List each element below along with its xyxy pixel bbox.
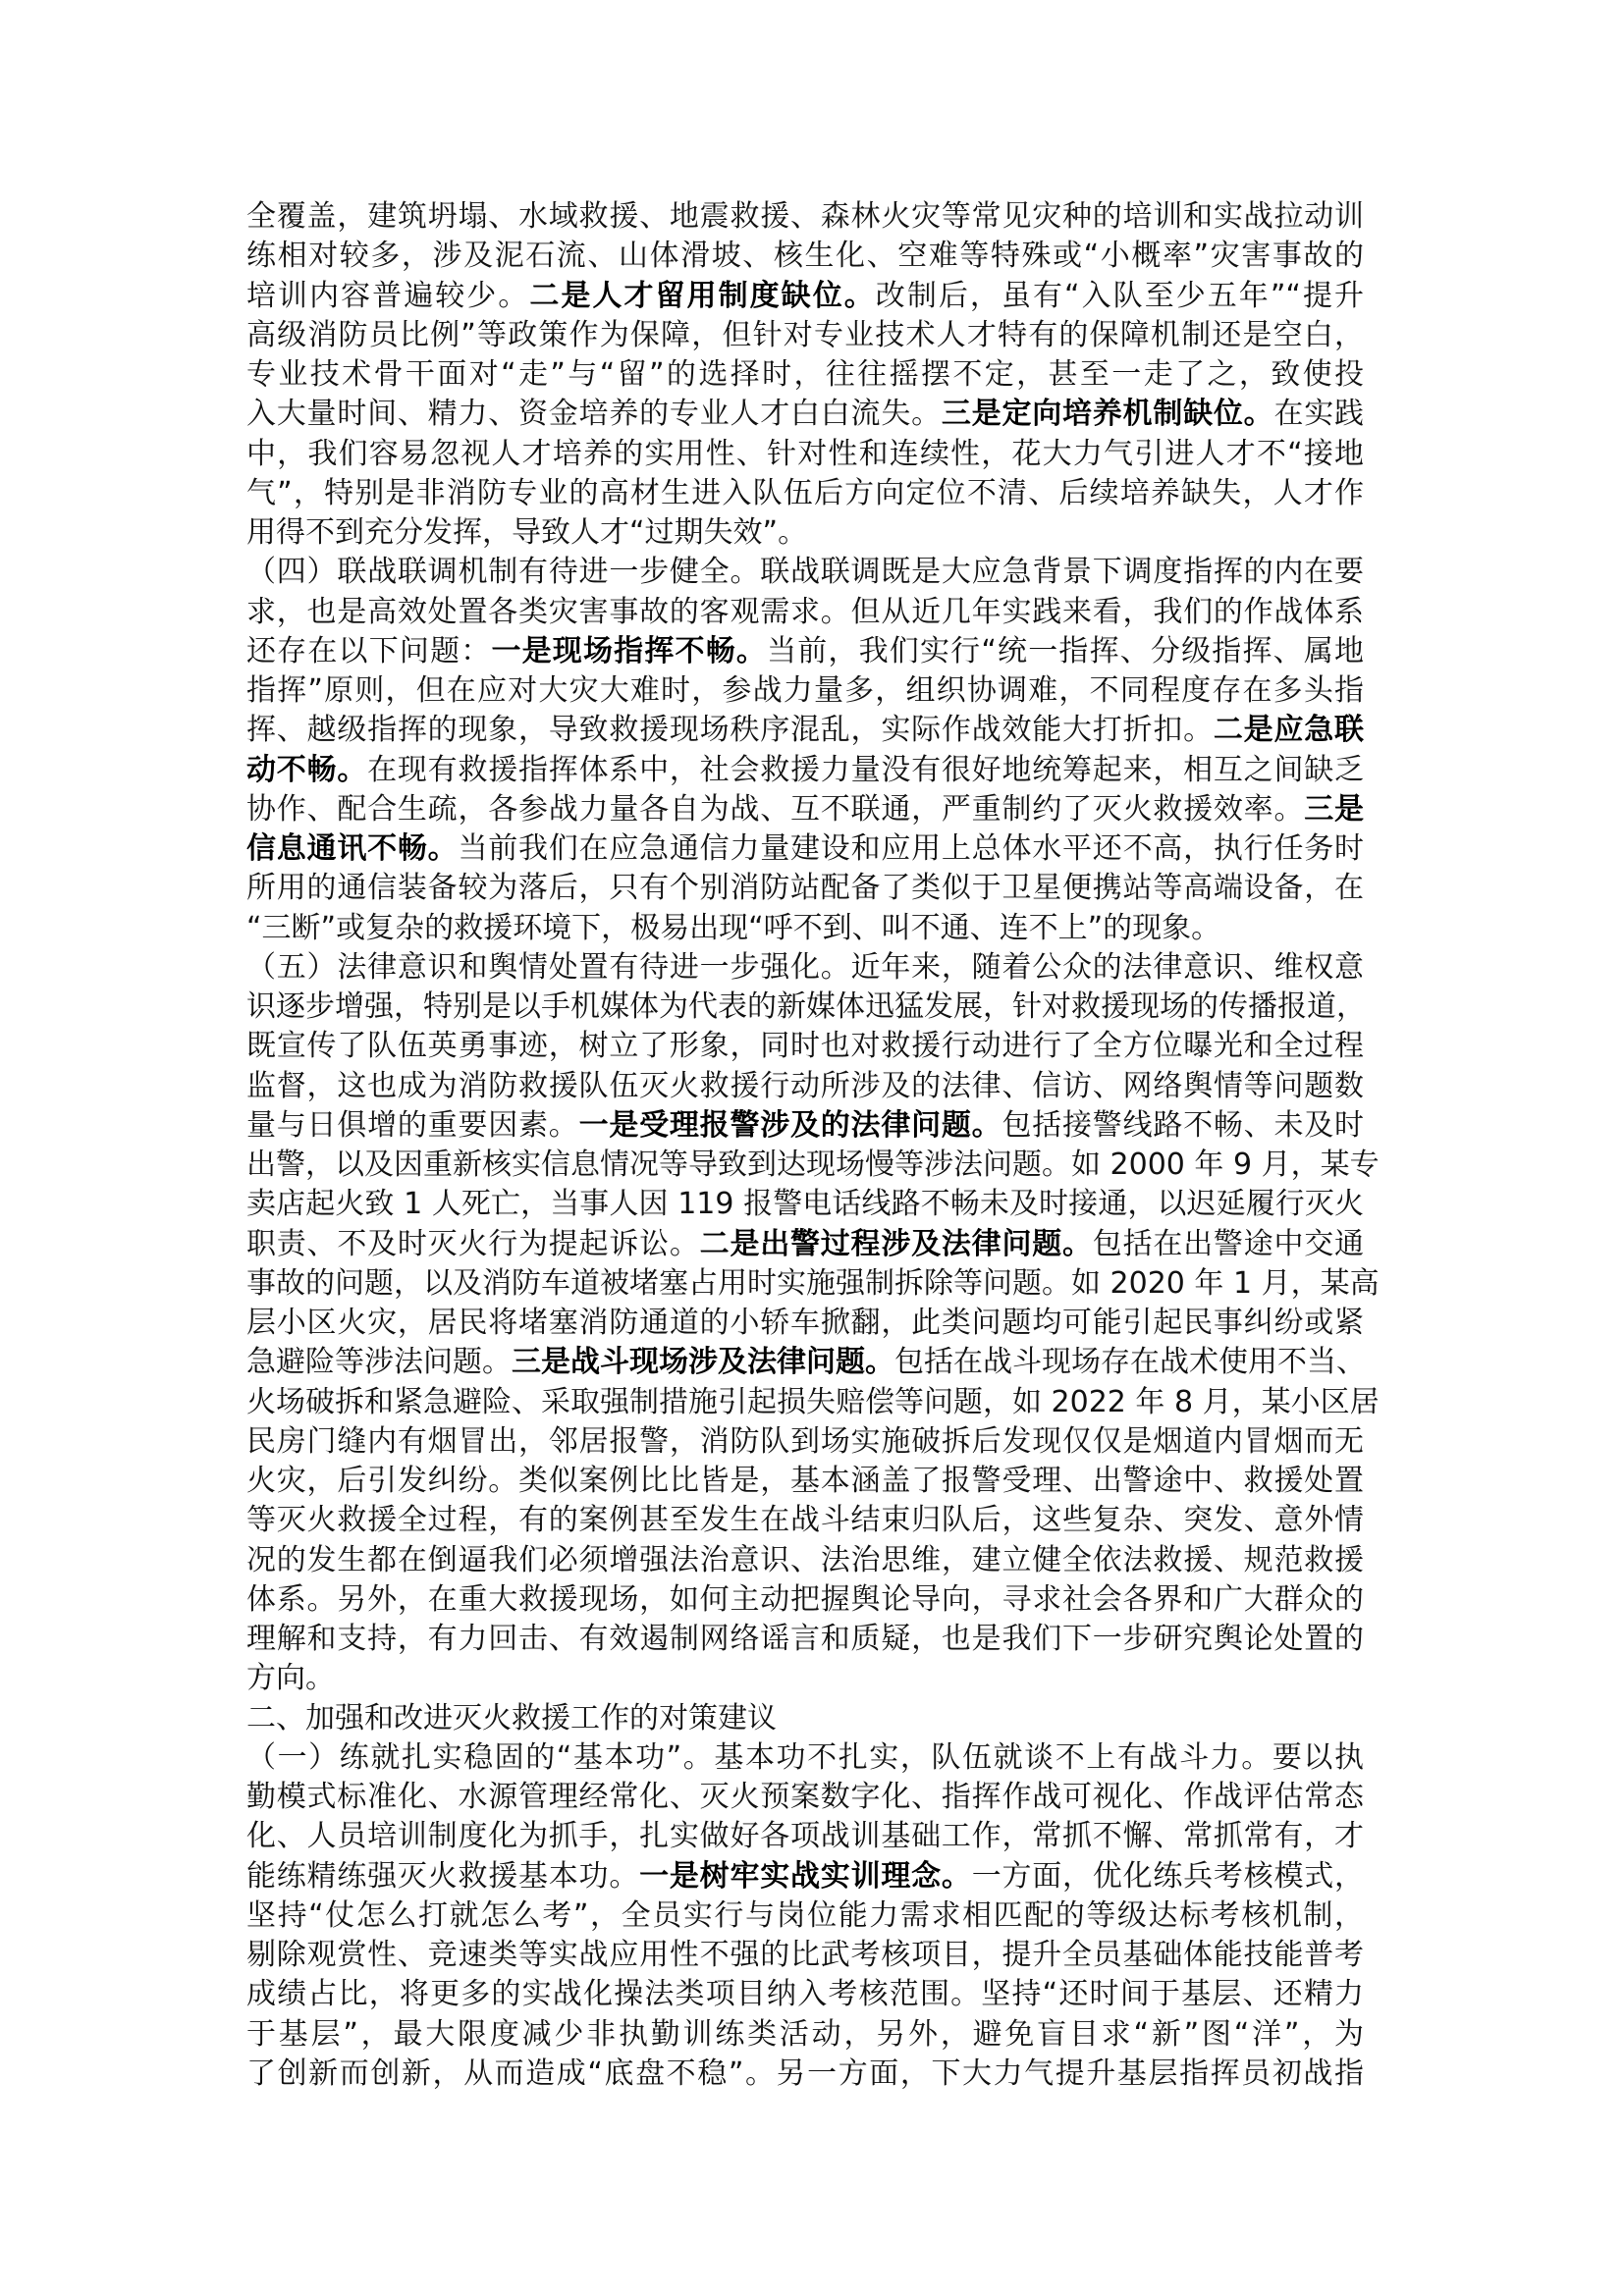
- body-text: 协作、配合生疏，各参战力量各自为战、互不联通，严重制约了灭火救援效率。: [246, 791, 1305, 827]
- body-text: 于基层”，最大限度减少非执勤训练类活动，另外，避免盲目求“新”图“洋”，为: [246, 2016, 1364, 2052]
- text-line: [246, 355, 1364, 395]
- document-body: [246, 197, 1380, 2094]
- body-text: 事故的问题，以及消防车道被堵塞占用时实施强制拆除等问题。如 2020 年 1 月，某高: [246, 1265, 1380, 1301]
- body-text: 包括在战斗现场存在战术使用不当、: [894, 1345, 1366, 1380]
- text-line: [246, 237, 1364, 276]
- body-text: “三断”或复杂的救援环境下，极易出现“呼不到、叫不通、连不上”的现象。: [246, 910, 1221, 945]
- body-text: 能练精练强灭火救援基本功。: [246, 1858, 640, 1894]
- text-line: [246, 829, 1364, 869]
- bold-heading-text: 二是出警过程涉及法律问题。: [699, 1226, 1093, 1261]
- body-text: 急避险等涉法问题。: [246, 1345, 512, 1380]
- body-text: 当前，我们实行“统一指挥、分级指挥、属地: [767, 633, 1365, 668]
- body-text: 高级消防员比例”等政策作为保障，但针对专业技术人才特有的保障机制还是空白，: [246, 317, 1364, 352]
- body-text: 专业技术骨干面对“走”与“留”的选择时，往往摇摆不定，甚至一走了之，致使投: [246, 357, 1364, 392]
- text-line: [246, 1185, 1364, 1224]
- text-line: [246, 1106, 1364, 1146]
- text-line: [246, 1896, 1364, 1936]
- text-line: [246, 1857, 1364, 1896]
- body-text: 在实践: [1273, 397, 1365, 432]
- body-text: 火场破拆和紧急避险、采取强制措施引起损失赔偿等问题，如 2022 年 8 月，某小区居: [246, 1384, 1380, 1419]
- body-text: （四）联战联调机制有待进一步健全。联战联调既是大应急背景下调度指挥的内在要: [246, 555, 1364, 590]
- text-line: [246, 1738, 1364, 1778]
- text-line: [246, 197, 1364, 237]
- bold-heading-text: 一是现场指挥不畅。: [491, 633, 768, 668]
- body-text: 民房门缝内有烟冒出，邻居报警，消防队到场实施破拆后发现仅仅是烟道内冒烟而无: [246, 1423, 1364, 1459]
- body-text: 了创新而创新，从而造成“底盘不稳”。另一方面，下大力气提升基层指挥员初战指: [246, 2056, 1364, 2091]
- body-text: 包括接警线路不畅、未及时: [1001, 1107, 1365, 1143]
- body-text: 职责、不及时灭火行为提起诉讼。: [246, 1226, 700, 1261]
- text-line: [246, 1067, 1364, 1106]
- body-text: 坚持“仗怎么打就怎么考”，全员实行与岗位能力需求相匹配的等级达标考核机制，: [246, 1897, 1364, 1933]
- body-text: 二、加强和改进灭火救援工作的对策建议: [246, 1700, 777, 1735]
- body-text: 监督，这也成为消防救援队伍灭火救援行动所涉及的法律、信访、网络舆情等问题数: [246, 1068, 1364, 1103]
- text-line: [246, 553, 1364, 592]
- body-text: 全覆盖，建筑坍塌、水域救援、地震救援、森林火灾等常见灾种的培训和实战拉动训: [246, 199, 1364, 234]
- body-text: 入大量时间、精力、资金培养的专业人才白白流失。: [246, 397, 942, 432]
- body-text: 所用的通信装备较为落后，只有个别消防站配备了类似于卫星便携站等高端设备，在: [246, 871, 1364, 906]
- body-text: 一方面，优化练兵考核模式，: [971, 1858, 1365, 1894]
- text-line: [246, 593, 1364, 632]
- bold-heading-text: 二是人才留用制度缺位。: [529, 278, 876, 313]
- text-line: [246, 1225, 1364, 1264]
- text-line: [246, 1264, 1380, 1304]
- text-line: [246, 395, 1364, 434]
- text-line: [246, 1778, 1364, 1817]
- bold-heading-text: 二是应急联: [1213, 713, 1365, 748]
- text-line: [246, 1146, 1380, 1185]
- text-line: [246, 1383, 1380, 1422]
- body-text: 化、人员培训制度化为抓手，扎实做好各项战训基础工作，常抓不懈、常抓常有，才: [246, 1819, 1364, 1854]
- text-line: [246, 1659, 1364, 1698]
- bold-heading-text: 三是: [1304, 791, 1365, 827]
- body-text: 既宣传了队伍英勇事迹，树立了形象，同时也对救援行动进行了全方位曝光和全过程: [246, 1029, 1364, 1064]
- body-text: 况的发生都在倒逼我们必须增强法治意识、法治思维，建立健全依法救援、规范救援: [246, 1542, 1364, 1577]
- body-text: 气”，特别是非消防专业的高材生进入队伍后方向定位不清、后续培养缺失，人才作: [246, 475, 1364, 510]
- body-text: 火灾，后引发纠纷。类似案例比比皆是，基本涵盖了报警受理、出警途中、救援处置: [246, 1464, 1364, 1498]
- body-text: 挥、越级指挥的现象，导致救援现场秩序混乱，实际作战效能大打折扣。: [246, 713, 1214, 748]
- text-line: [246, 2055, 1364, 2094]
- text-line: [246, 435, 1364, 474]
- text-line: [246, 751, 1364, 790]
- body-text: 方向。: [246, 1661, 335, 1696]
- body-text: 勤模式标准化、水源管理经常化、灭火预案数字化、指挥作战可视化、作战评估常态: [246, 1780, 1364, 1814]
- text-line: [246, 1501, 1364, 1540]
- body-text: 层小区火灾，居民将堵塞消防通道的小轿车掀翻，此类问题均可能引起民事纠纷或紧: [246, 1306, 1364, 1340]
- text-line: [246, 277, 1364, 316]
- body-text: 还存在以下问题：: [246, 633, 492, 668]
- body-text: 成绩占比，将更多的实战化操法类项目纳入考核范围。坚持“还时间于基层、还精力: [246, 1977, 1364, 2012]
- body-text: 改制后，虽有“入队至少五年”“提升: [875, 278, 1365, 313]
- body-text: 指挥”原则，但在应对大灾大难时，参战力量多，组织协调难，不同程度存在多头指: [246, 673, 1364, 708]
- text-line: [246, 1462, 1364, 1501]
- bold-heading-text: 一是树牢实战实训理念。: [639, 1858, 972, 1894]
- bold-heading-text: 一是受理报警涉及的法律问题。: [578, 1107, 1002, 1143]
- body-text: 用得不到充分发挥，导致人才“过期失效”。: [246, 515, 808, 550]
- text-line: [246, 1817, 1364, 1856]
- body-text: 剔除观赏性、竞速类等实战应用性不强的比武考核项目，提升全员基础体能技能普考: [246, 1938, 1364, 1972]
- body-text: 卖店起火致 1 人死亡，当事人因 119 报警电话线路不畅未及时接通，以迟延履行灭火: [246, 1187, 1364, 1222]
- text-line: [246, 632, 1364, 671]
- body-text: 培训内容普遍较少。: [246, 278, 530, 313]
- body-text: 求，也是高效处置各类灾害事故的客观需求。但从近几年实践来看，我们的作战体系: [246, 594, 1364, 629]
- bold-heading-text: 信息通讯不畅。: [246, 831, 459, 866]
- bold-heading-text: 三是战斗现场涉及法律问题。: [512, 1345, 894, 1380]
- text-line: [246, 790, 1364, 829]
- body-text: 量与日俱增的重要因素。: [246, 1107, 579, 1143]
- body-text: 等灭火救援全过程，有的案例甚至发生在战斗结束归队后，这些复杂、突发、意外情: [246, 1503, 1364, 1538]
- body-text: （五）法律意识和舆情处置有待进一步强化。近年来，随着公众的法律意识、维权意: [246, 949, 1364, 985]
- body-text: 包括在出警途中交通: [1092, 1226, 1365, 1261]
- body-text: 练相对较多，涉及泥石流、山体滑坡、核生化、空难等特殊或“小概率”灾害事故的: [246, 239, 1364, 274]
- text-line: [246, 1580, 1364, 1620]
- body-text: 理解和支持，有力回击、有效遏制网络谣言和质疑，也是我们下一步研究舆论处置的: [246, 1622, 1364, 1656]
- text-line: [246, 1620, 1364, 1659]
- body-text: 体系。另外，在重大救援现场，如何主动把握舆论导向，寻求社会各界和广大群众的: [246, 1581, 1364, 1617]
- text-line: [246, 948, 1364, 988]
- text-line: [246, 711, 1364, 750]
- text-line: [246, 671, 1364, 711]
- text-line: [246, 1936, 1364, 1975]
- text-line: [246, 988, 1364, 1027]
- text-line: [246, 1343, 1364, 1382]
- body-text: 识逐步增强，特别是以手机媒体为代表的新媒体迅猛发展，针对救援现场的传播报道，: [246, 989, 1366, 1024]
- body-text: 在现有救援指挥体系中，社会救援力量没有很好地统筹起来，相互之间缺乏: [367, 752, 1365, 787]
- body-text: 中，我们容易忽视人才培养的实用性、针对性和连续性，花大力气引进人才不“接地: [246, 436, 1364, 471]
- body-text: （一）练就扎实稳固的“基本功”。基本功不扎实，队伍就谈不上有战斗力。要以执: [246, 1739, 1364, 1775]
- text-line: [246, 1027, 1364, 1066]
- text-line: [246, 1541, 1364, 1580]
- body-text: 当前我们在应急通信力量建设和应用上总体水平还不高，执行任务时: [458, 831, 1365, 866]
- body-text: 出警，以及因重新核实信息情况等导致到达现场慢等涉法问题。如 2000 年 9 月，某专: [246, 1148, 1380, 1182]
- text-line: [246, 1975, 1364, 2014]
- text-line: [246, 1699, 1364, 1738]
- bold-heading-text: 动不畅。: [246, 752, 368, 787]
- text-line: [246, 909, 1364, 948]
- text-line: [246, 869, 1364, 908]
- text-line: [246, 1422, 1364, 1462]
- text-line: [246, 513, 1364, 553]
- text-line: [246, 1304, 1364, 1343]
- text-line: [246, 474, 1364, 513]
- text-line: [246, 316, 1364, 355]
- text-line: [246, 2015, 1364, 2055]
- bold-heading-text: 三是定向培养机制缺位。: [941, 397, 1274, 432]
